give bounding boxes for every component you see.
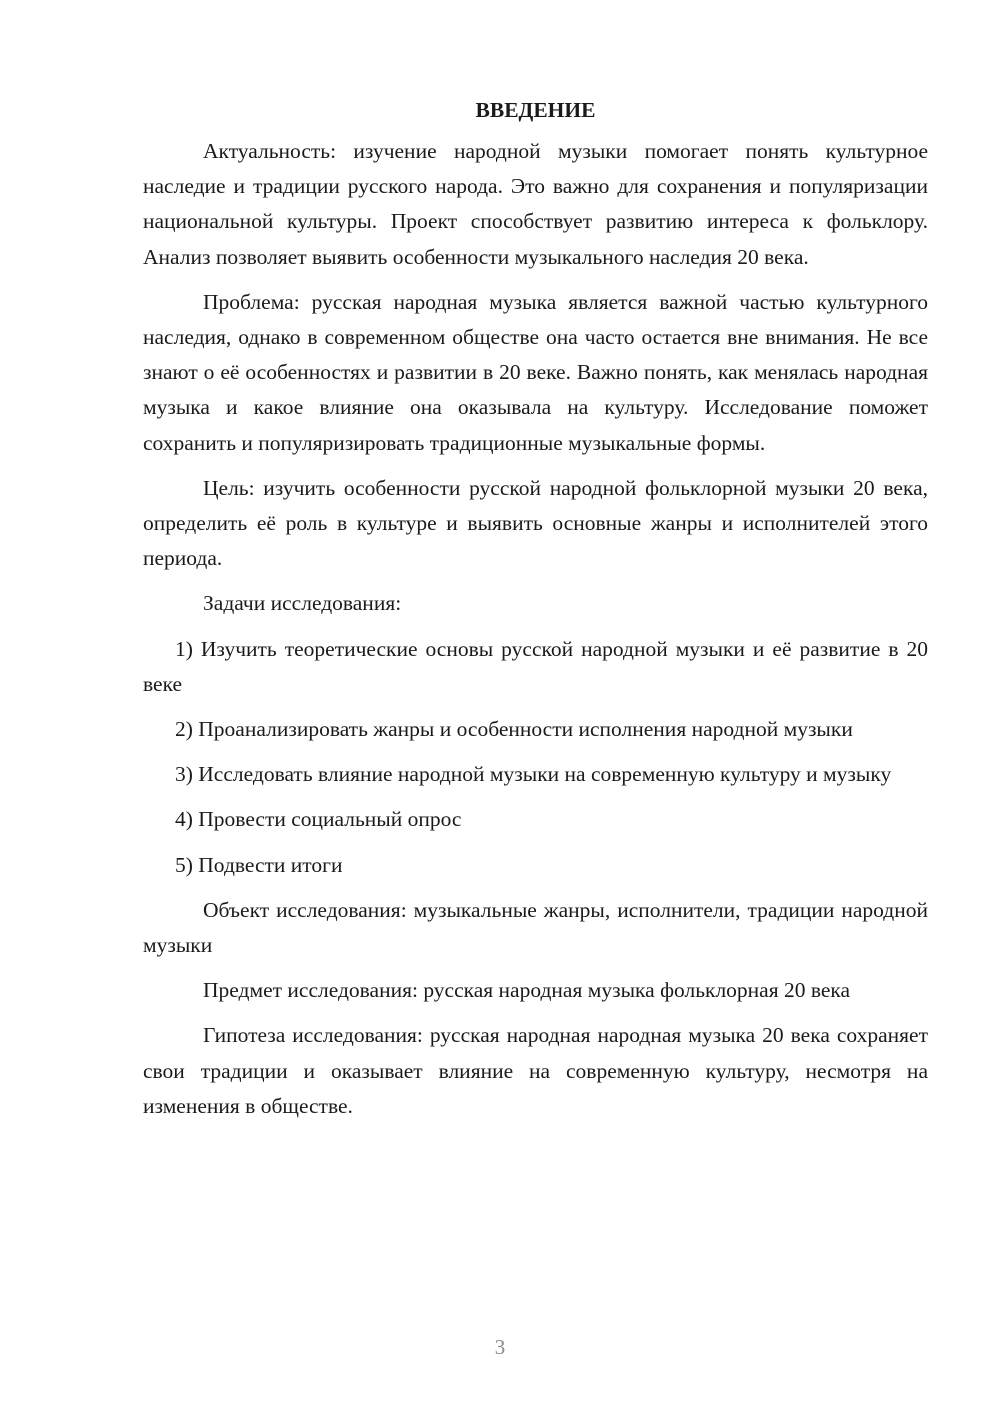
problem-paragraph: Проблема: русская народная музыка является важной частью культурного наследия, однако в современном обществе она часто остается вне внимания. Не все знают о её особенностях и развитии в 20 веке. Важно понять, как менялась народная музыка и какое влияние она оказывала на культуру. Исследование поможет сохранить и популяризировать традиционные музыкальные формы. <box>143 289 928 455</box>
task-item-2: 2) Проанализировать жанры и особенности исполнения народной музыки <box>175 717 853 742</box>
subject-paragraph: Предмет исследования: русская народная музыка фольклорная 20 века <box>203 978 851 1003</box>
section-title: ВВЕДЕНИЕ <box>475 98 596 122</box>
task-item-1: 1) Изучить теоретические основы русской народной музыки и её развитие в 20 веке <box>143 636 928 696</box>
document-page <box>143 96 928 1124</box>
tasks-heading: Задачи исследования: <box>203 591 402 616</box>
hypothesis-paragraph: Гипотеза исследования: русская народная народная музыка 20 века сохраняет свои традиции и оказывает влияние на современную культуру, несмотря на изменения в обществе. <box>143 1023 928 1118</box>
task-item-5: 5) Подвести итоги <box>175 852 343 877</box>
task-item-3: 3) Исследовать влияние народной музыки на современную культуру и музыку <box>175 762 892 787</box>
relevance-paragraph: Актуальность: изучение народной музыки помогает понять культурное наследие и традиции русского народа. Это важно для сохранения и популяризации национальной культуры. Проект способствует развитию интереса к фольклору. Анализ позволяет выявить особенности музыкального наследия 20 века. <box>143 139 928 269</box>
task-item-4: 4) Провести социальный опрос <box>175 807 462 832</box>
page-number: 3 <box>494 1335 506 1359</box>
goal-paragraph: Цель: изучить особенности русской народной фольклорной музыки 20 века, определить её роль в культуре и выявить основные жанры и исполнителей этого периода. <box>143 475 928 571</box>
object-paragraph: Объект исследования: музыкальные жанры, исполнители, традиции народной музыки <box>143 897 928 958</box>
